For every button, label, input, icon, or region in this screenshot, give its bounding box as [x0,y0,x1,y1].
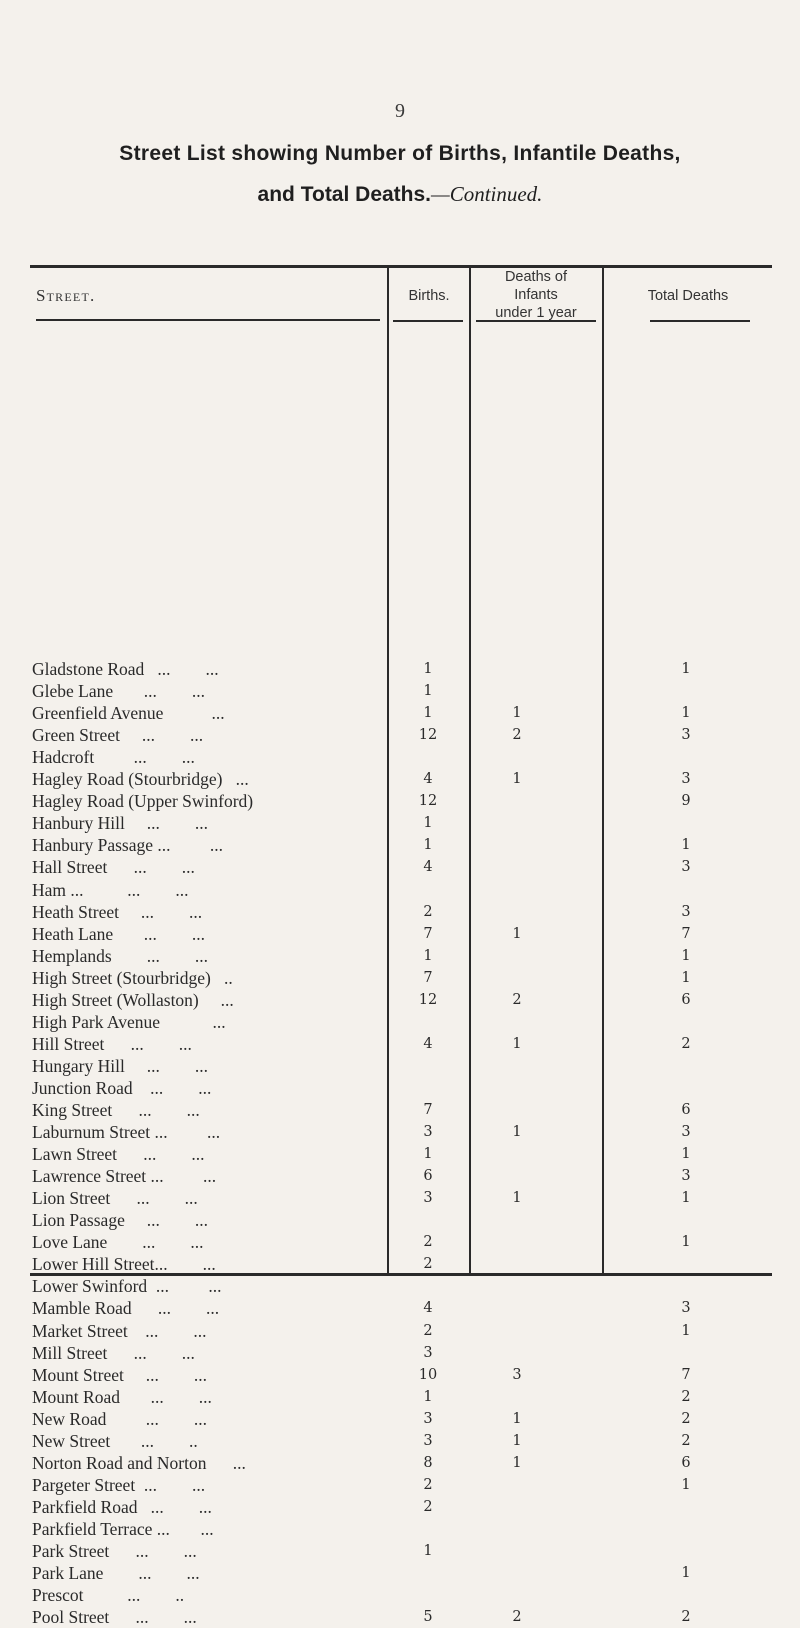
table-row [0,923,800,945]
total-deaths-cell: 3 [681,1124,691,1141]
births-cell: 2 [423,903,433,920]
births-cell: 7 [423,969,433,986]
total-deaths-cell: 1 [681,661,691,677]
table-row [0,1320,800,1342]
infant-deaths-cell: 1 [512,1410,522,1427]
table-row [0,1165,800,1187]
total-deaths-cell: 6 [681,1102,691,1118]
header-underline [393,320,463,322]
total-deaths-cell: 6 [681,1454,691,1471]
births-cell: 7 [423,925,433,942]
total-deaths-cell: 1 [681,1146,691,1163]
street-name: Hill Street ... ... [32,1033,192,1054]
table-row [0,1209,800,1231]
births-cell: 3 [423,1432,433,1449]
page-title: Street List showing Number of Births, Infantile Deaths, [119,142,681,165]
table-row [0,1606,800,1628]
total-deaths-cell: 2 [681,1388,691,1405]
infant-deaths-cell: 2 [512,727,522,744]
table-row [0,1253,800,1275]
births-cell: 3 [423,1410,433,1427]
births-cell: 4 [423,1300,433,1317]
infant-deaths-cell: 1 [512,1190,522,1207]
table-row [0,856,800,878]
street-name: Lawrence Street ... ... [32,1166,217,1187]
table-row [0,879,800,901]
infant-deaths-cell: 2 [512,1609,522,1626]
infant-deaths-cell: 2 [512,991,522,1008]
births-cell: 12 [418,991,438,1008]
births-cell: 1 [423,837,433,854]
table-row [0,1518,800,1540]
total-deaths-cell: 2 [681,1609,691,1626]
table-row [0,1562,800,1584]
births-cell: 4 [423,771,433,788]
table-row [0,790,800,812]
street-name: Lower Hill Street... ... [32,1254,216,1275]
table-row [0,1584,800,1606]
table-row [0,680,800,702]
total-deaths-cell: 3 [681,859,691,876]
table-row [0,1408,800,1430]
header-births: Births. [408,288,450,304]
total-deaths-cell: 7 [681,1366,691,1383]
total-deaths-cell: 9 [681,793,691,810]
infant-deaths-cell: 1 [512,1432,522,1449]
header-infant-deaths-line1: Deaths of [504,269,568,285]
births-cell: 10 [418,1366,438,1383]
page-subtitle [0,182,800,207]
table-row [0,746,800,768]
table-row [0,1496,800,1518]
street-name: Lion Street ... ... [32,1188,198,1209]
street-name: Heath Lane ... ... [32,923,206,944]
births-cell: 2 [423,1498,433,1515]
births-cell: 2 [423,1476,433,1493]
table-row [0,1187,800,1209]
infant-deaths-cell: 1 [512,705,522,722]
table-row [0,1011,800,1033]
continued-label: —Continued. [431,182,543,206]
table-row [0,967,800,989]
births-cell: 1 [423,1388,433,1405]
street-name: Gladstone Road ... ... [32,659,219,679]
street-name: Laburnum Street ... ... [32,1122,221,1143]
header-underline [650,320,750,322]
births-cell: 1 [423,661,433,677]
table-top-rule [30,265,772,268]
street-name: New Road ... ... [32,1408,207,1429]
total-deaths-cell: 2 [681,1410,691,1427]
total-deaths-cell: 1 [681,1476,691,1493]
street-name: Hanbury Hill ... ... [32,813,208,834]
total-deaths-cell: 6 [681,991,691,1008]
infant-deaths-cell: 3 [512,1366,522,1383]
table-row [0,1099,800,1121]
total-deaths-cell: 3 [681,771,691,788]
street-name: Hagley Road (Stourbridge) ... [32,769,249,790]
table-row [0,1474,800,1496]
page-number: 9 [395,100,405,122]
table-row [0,989,800,1011]
street-name: Ham ... ... ... [32,879,189,900]
street-name: Glebe Lane ... ... [32,681,206,702]
table-row [0,702,800,724]
births-cell: 1 [423,815,433,832]
street-name: Parkfield Terrace ... ... [32,1518,214,1539]
total-deaths-cell: 3 [681,903,691,920]
table-row [0,768,800,790]
births-cell: 3 [423,1124,433,1141]
street-name: Norton Road and Norton ... [32,1452,246,1473]
total-deaths-cell: 1 [681,837,691,854]
street-name: Mamble Road ... ... [32,1298,220,1319]
births-cell: 1 [423,705,433,722]
street-name: Prescot ... .. [32,1585,185,1606]
street-name: Mill Street ... ... [32,1342,195,1363]
births-cell: 4 [423,1035,433,1052]
street-name: Junction Road ... ... [32,1077,212,1098]
header-total-deaths: Total Deaths [647,288,729,304]
header-street: Street. [36,286,96,305]
street-name: Lawn Street ... ... [32,1144,205,1165]
total-deaths-cell: 1 [681,1565,691,1582]
births-cell: 7 [423,1102,433,1118]
table-row [0,1121,800,1143]
table-row [0,1452,800,1474]
total-deaths-cell: 1 [681,1322,691,1339]
total-deaths-cell: 1 [681,1190,691,1207]
header-infant-deaths [470,268,602,322]
table-row [0,945,800,967]
infant-deaths-cell: 1 [512,1124,522,1141]
street-name: High Street (Stourbridge) .. [32,967,233,988]
infant-deaths-cell: 1 [512,925,522,942]
births-cell: 3 [423,1190,433,1207]
total-deaths-cell: 1 [681,969,691,986]
street-name: Heath Street ... ... [32,901,203,922]
table-row [0,1430,800,1452]
births-cell: 2 [423,1256,433,1273]
table-row [0,1275,800,1297]
street-name: Mount Road ... ... [32,1386,212,1407]
header-underline [36,319,380,321]
total-deaths-cell: 2 [681,1432,691,1449]
total-deaths-cell: 3 [681,727,691,744]
street-name: Love Lane ... ... [32,1232,204,1253]
street-name: Pargeter Street ... ... [32,1474,206,1495]
total-deaths-cell: 7 [681,925,691,942]
total-deaths-cell: 1 [681,1234,691,1251]
table-row [0,901,800,923]
infant-deaths-cell: 1 [512,1454,522,1471]
infant-deaths-cell: 1 [512,1035,522,1052]
births-cell: 8 [423,1454,433,1471]
street-name: Parkfield Road ... ... [32,1496,212,1517]
table-row [0,1077,800,1099]
table-row [0,1364,800,1386]
births-cell: 1 [423,1146,433,1163]
table-row [0,1055,800,1077]
street-name: King Street ... ... [32,1100,200,1120]
street-name: Hadcroft ... ... [32,747,195,768]
header-infant-deaths-line2: Infants [514,287,558,303]
table-row [0,1386,800,1408]
table-row [0,812,800,834]
births-cell: 5 [423,1609,433,1626]
births-cell: 3 [423,1344,433,1361]
street-name: Mount Street ... ... [32,1364,207,1385]
street-name: Lion Passage ... ... [32,1210,208,1231]
births-cell: 1 [423,947,433,964]
table-row [0,658,800,680]
street-name: Hungary Hill ... ... [32,1055,208,1076]
street-name: Hanbury Passage ... ... [32,835,224,856]
table-row [0,1297,800,1319]
street-name: Market Street ... ... [32,1320,207,1341]
births-cell: 6 [423,1168,433,1185]
total-deaths-cell: 1 [681,705,691,722]
total-deaths-cell: 3 [681,1300,691,1317]
table-row [0,834,800,856]
births-cell: 1 [423,683,433,700]
street-name: High Street (Wollaston) ... [32,989,234,1010]
street-name: High Park Avenue ... [32,1011,226,1032]
infant-deaths-cell: 1 [512,771,522,788]
street-name: Green Street ... ... [32,725,204,746]
table-row [0,724,800,746]
street-name: Hagley Road (Upper Swinford) [32,791,254,812]
births-cell: 4 [423,859,433,876]
street-name: Pool Street ... ... [32,1607,197,1628]
births-cell: 12 [418,793,438,810]
births-cell: 2 [423,1234,433,1251]
street-name: Greenfield Avenue ... [32,703,225,724]
total-deaths-cell: 3 [681,1168,691,1185]
total-deaths-cell: 1 [681,947,691,964]
births-cell: 12 [418,727,438,744]
table-row [0,1540,800,1562]
header-infant-deaths-line3: under 1 year [495,305,577,321]
table-row [0,1231,800,1253]
births-cell: 1 [423,1543,433,1559]
street-name: Park Lane ... ... [32,1563,200,1584]
total-deaths-cell: 2 [681,1035,691,1052]
subtitle-text: and Total Deaths. [257,183,432,206]
street-name: New Street ... .. [32,1430,198,1451]
street-name: Lower Swinford ... ... [32,1276,222,1297]
table-row [0,1342,800,1364]
table-row [0,1143,800,1165]
births-cell: 2 [423,1322,433,1339]
street-name: Hemplands ... ... [32,945,208,966]
street-name: Hall Street ... ... [32,857,195,878]
table-row [0,1033,800,1055]
street-name: Park Street ... ... [32,1541,197,1561]
